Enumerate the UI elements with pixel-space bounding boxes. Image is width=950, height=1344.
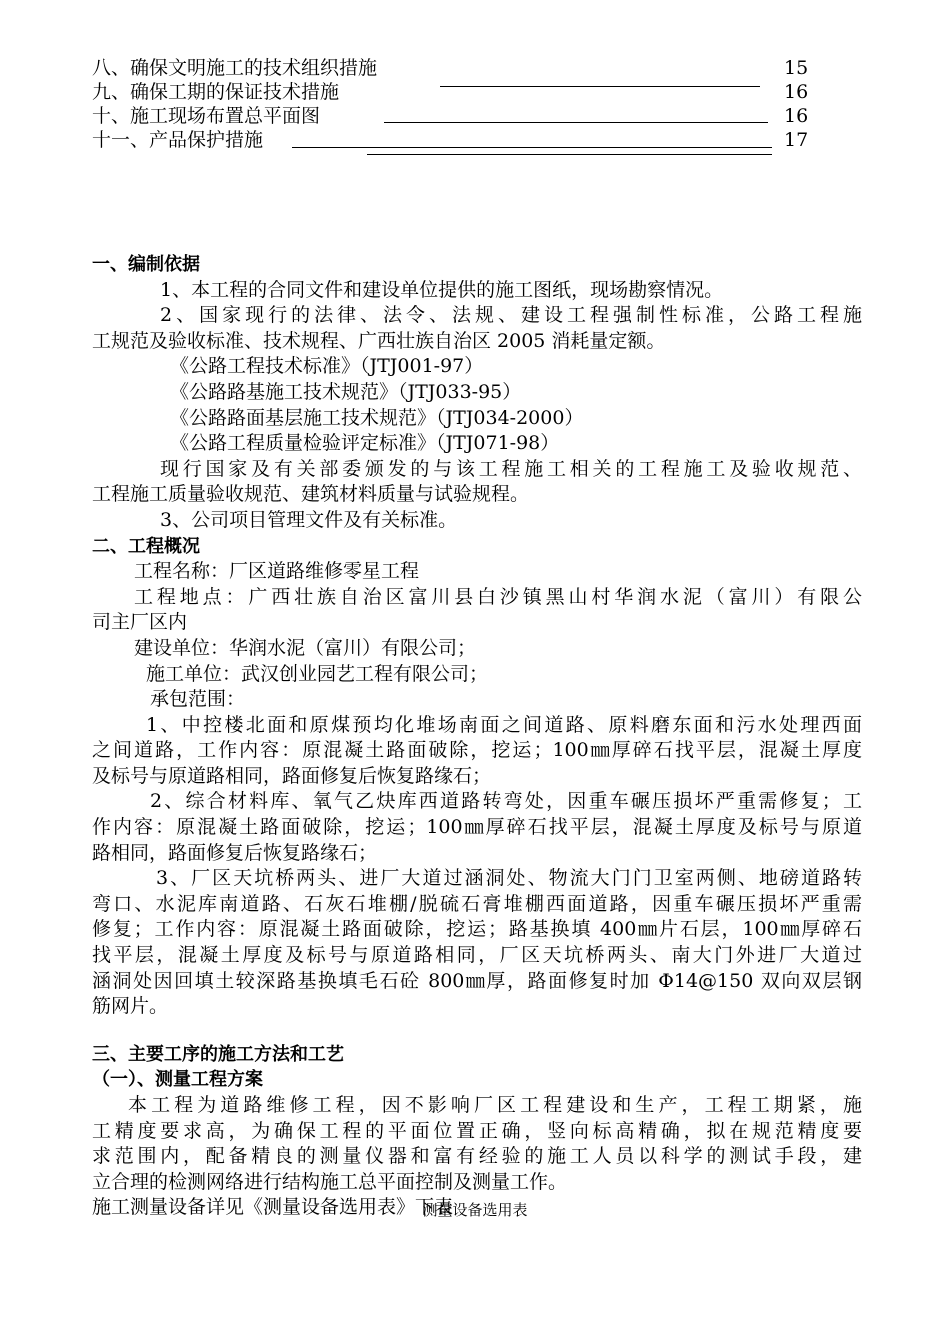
toc-entry-title: 十、施工现场布置总平面图 (92, 105, 321, 127)
standard-reference: 《公路路面基层施工技术规范》（JTJ034-2000） (170, 406, 584, 429)
paragraph-line: 工精度要求高，为确保工程的平面位置正确，竖向标高精确，拟在规范精度要 (92, 1119, 862, 1142)
project-scope-label: 承包范围： (150, 688, 246, 711)
standard-reference: 《公路工程技术标准》（JTJ001-97） (170, 355, 484, 378)
table-caption: 测量设备选用表 (422, 1201, 528, 1219)
standard-reference: 《公路路基施工技术规范》（JTJ033-95） (170, 380, 522, 403)
scope-item-line: 路相同，路面修复后恢复路缘石； (92, 841, 378, 864)
scope-item-line: 作内容：原混凝土路面破除，挖运；100㎜厚碎石找平层，混凝土厚度及标号与原道 (92, 816, 862, 839)
paragraph-line: 3、公司项目管理文件及有关标准。 (160, 508, 458, 531)
scope-item-line: 及标号与原道路相同，路面修复后恢复路缘石； (92, 764, 492, 787)
toc-leader-line (384, 122, 768, 123)
scope-item-line: 3、厂区天坑桥两头、进厂大道过涵洞处、物流大门门卫室两侧、地磅道路转 (156, 867, 862, 890)
scope-item-line: 修复；工作内容：原混凝土路面破除，挖运；路基换填 400㎜片石层，100㎜厚碎石 (92, 918, 862, 941)
project-location: 司主厂区内 (92, 611, 188, 634)
toc-entry[interactable] (92, 104, 822, 128)
paragraph-line: 立合理的检测网络进行结构施工总平面控制及测量工作。 (92, 1170, 568, 1193)
toc-entry-title: 八、确保文明施工的技术组织措施 (92, 57, 378, 79)
toc-leader-line (440, 86, 760, 87)
scope-item-line: 涵洞处因回填土较深路基换填毛石砼 800㎜厚，路面修复时加 Φ14@150 双向双层钢 (92, 969, 862, 992)
toc-entry[interactable] (92, 56, 822, 80)
toc-entry-page: 16 (784, 105, 809, 127)
paragraph-line: 2、国家现行的法律、法令、法规、建设工程强制性标准，公路工程施 (160, 304, 862, 327)
paragraph-line: 本工程为道路维修工程，因不影响厂区工程建设和生产，工程工期紧，施 (128, 1094, 862, 1116)
subsection-heading: （一）、测量工程方案 (92, 1069, 263, 1091)
project-location: 工程地点：广西壮族自治区富川县白沙镇黑山村华润水泥（富川）有限公 (134, 585, 862, 608)
toc-leader-line (292, 147, 772, 148)
scope-item-line: 筋网片。 (92, 995, 169, 1018)
toc-leader-line (367, 154, 772, 155)
scope-item-line: 2、综合材料库、氧气乙炔库西道路转弯处，因重车碾压损坏严重需修复；工 (150, 790, 862, 813)
project-contractor: 施工单位：武汉创业园艺工程有限公司； (146, 662, 489, 685)
spacer (92, 1020, 862, 1042)
toc-entry-page: 17 (784, 129, 809, 151)
standard-reference: 《公路工程质量检验评定标准》（JTJ071-98） (170, 432, 560, 455)
section-heading: 三、主要工序的施工方法和工艺 (92, 1043, 344, 1065)
toc-entry[interactable] (92, 128, 822, 152)
document-body (92, 252, 862, 1221)
toc-entry-page: 16 (784, 81, 809, 103)
toc-entry-page: 15 (784, 57, 809, 79)
table-of-contents (92, 56, 822, 152)
toc-entry-title: 九、确保工期的保证技术措施 (92, 81, 340, 103)
project-name: 工程名称：厂区道路维修零星工程 (134, 560, 420, 583)
scope-item-line: 之间道路，工作内容：原混凝土路面破除，挖运；100㎜厚碎石找平层，混凝土厚度 (92, 739, 862, 762)
toc-entry-title: 十一、产品保护措施 (92, 129, 264, 151)
toc-entry[interactable] (92, 80, 822, 104)
paragraph-line: 工规范及验收标准、技术规程、广西壮族自治区 2005 消耗量定额。 (92, 329, 666, 352)
paragraph-line: 工程施工质量验收规范、建筑材料质量与试验规程。 (92, 483, 530, 506)
project-owner: 建设单位：华润水泥（富川）有限公司； (134, 636, 477, 659)
paragraph-line: 施工测量设备详见《测量设备选用表》下表 (92, 1196, 454, 1219)
section-heading: 二、工程概况 (92, 535, 200, 557)
paragraph-line: 求范围内，配备精良的测量仪器和富有经验的施工人员以科学的测试手段，建 (92, 1145, 862, 1168)
section-heading: 一、编制依据 (92, 254, 200, 275)
scope-item-line: 1、中控楼北面和原煤预均化堆场南面之间道路、原料磨东面和污水处理西面 (146, 713, 862, 736)
paragraph-line: 现行国家及有关部委颁发的与该工程施工相关的工程施工及验收规范、 (160, 457, 862, 480)
scope-item-line: 弯口、水泥库南道路、石灰石堆棚/脱硫石膏堆棚西面道路，因重车碾压损坏严重需 (92, 892, 862, 915)
scope-item-line: 找平层，混凝土厚度及标号与原道路相同，厂区天坑桥两头、南大门外进厂大道过 (92, 944, 862, 967)
paragraph-line: 1、本工程的合同文件和建设单位提供的施工图纸，现场勘察情况。 (160, 278, 724, 301)
